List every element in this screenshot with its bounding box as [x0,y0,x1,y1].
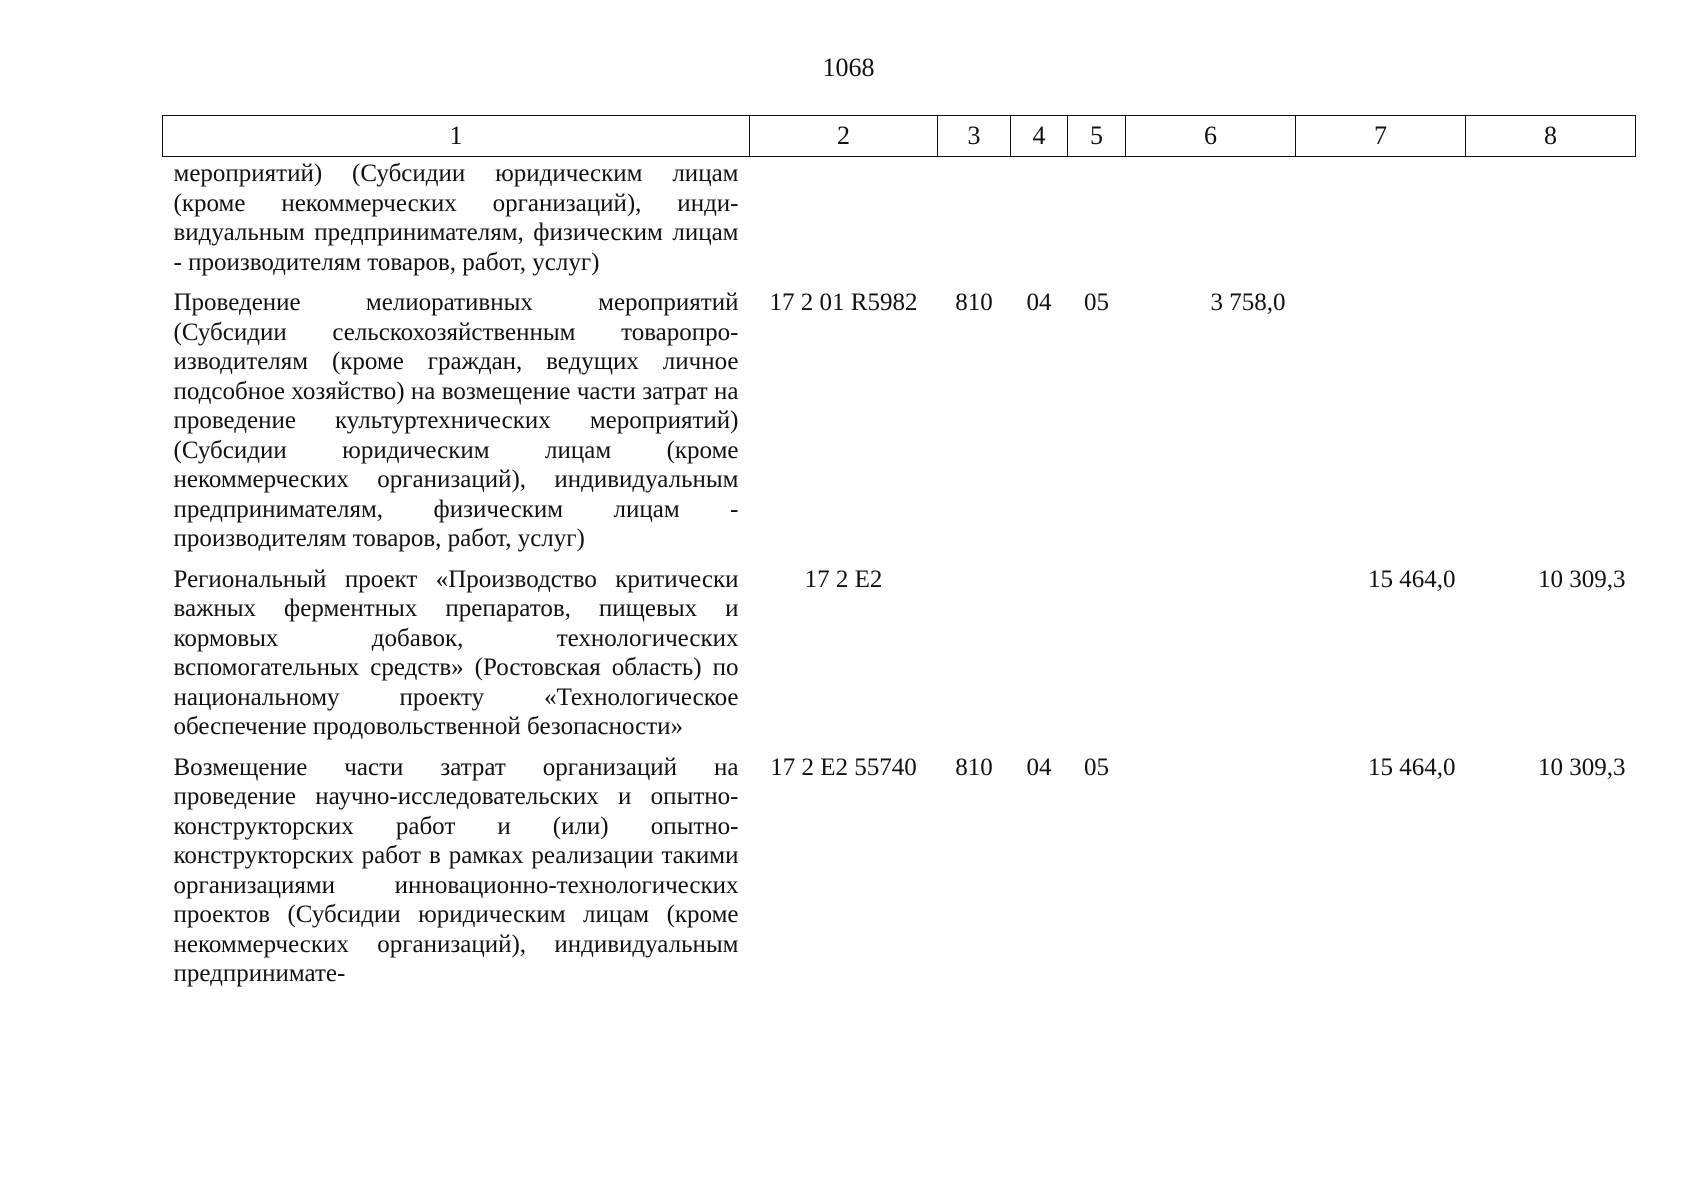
row-target-article-code: 17 2 E2 55740 [770,753,917,781]
column-header-2: 2 [750,116,938,157]
column-header-5: 5 [1068,116,1126,157]
column-header-6: 6 [1126,116,1296,157]
row-amount-col7: 15 464,0 [1368,753,1456,781]
row-description: Возмещение части затрат организаций на проведение научно-исследовательских и опытно-конструкторских работ и (или) опытно-конструкторских работ в рамках реализации такими организациями инновационно-технологических проектов (Субсидии юридическим лицам (кроме некоммерческих организаций), индивидуальным предпринимате- [173,753,739,987]
row-amount-col7 [1296,157,1466,289]
row-section [1011,565,1068,753]
row-target-article-code: 17 2 E2 [804,565,883,593]
row-amount-col7: 15 464,0 [1368,565,1456,593]
table-row [163,753,1636,1000]
table-row [163,157,1636,289]
row-amount-col8: 10 309,3 [1538,565,1626,593]
row-section [1011,157,1068,289]
table-row [163,288,1636,565]
column-header-1: 1 [163,116,750,157]
row-amount-col8: 10 309,3 [1538,753,1626,781]
row-expense-type [938,565,1011,753]
row-description: Проведение мелиоративных мероприятий (Субсидии сельскохозяйственным товаропроизводителям (кроме граждан, ведущих личное подсобное хозяйство) на возмещение части затрат на проведение культуртехнических мероприятий) (Субсидии юридическим лицам (кроме некоммерческих организаций), индивидуальным предпринимателям, физическим лицам - производителям товаров, работ, услуг) [173,289,739,552]
row-amount-col8 [1466,157,1636,289]
row-target-article-code [750,157,938,289]
row-section: 04 [1026,753,1052,781]
column-header-4: 4 [1011,116,1068,157]
row-expense-type: 810 [955,289,993,316]
column-header-7: 7 [1296,116,1466,157]
row-subsection: 05 [1084,289,1109,316]
row-amount-col8 [1466,288,1636,565]
row-amount-col6 [1126,157,1296,289]
table-header-row [163,116,1636,157]
column-header-8: 8 [1466,116,1636,157]
row-amount-col7 [1296,288,1466,565]
row-description: Региональный проект «Производство критически важных ферментных препаратов, пищевых и кормовых добавок, технологических вспомогательных средств» (Ростовская область) по национальному проекту «Технологическое обеспечение продовольственной безопасности» [173,565,739,740]
row-amount-col6: 3 758,0 [1210,289,1286,316]
row-subsection [1068,157,1126,289]
row-expense-type: 810 [955,753,993,781]
row-expense-type [938,157,1011,289]
row-subsection: 05 [1084,753,1109,781]
table-row [163,565,1636,753]
row-subsection [1068,565,1126,753]
row-amount-col6 [1126,565,1296,753]
row-section: 04 [1026,289,1052,316]
column-header-3: 3 [938,116,1011,157]
budget-table [162,115,1636,1000]
row-amount-col6 [1126,753,1296,1000]
page-number: 1068 [822,53,875,82]
row-target-article-code: 17 2 01 R5982 [769,289,918,316]
row-description: мероприятий) (Субсидии юридическим лицам (кроме некоммерческих организаций), индивидуальным предпринимателям, физическим лицам - производителям товаров, работ, услуг) [173,160,739,276]
